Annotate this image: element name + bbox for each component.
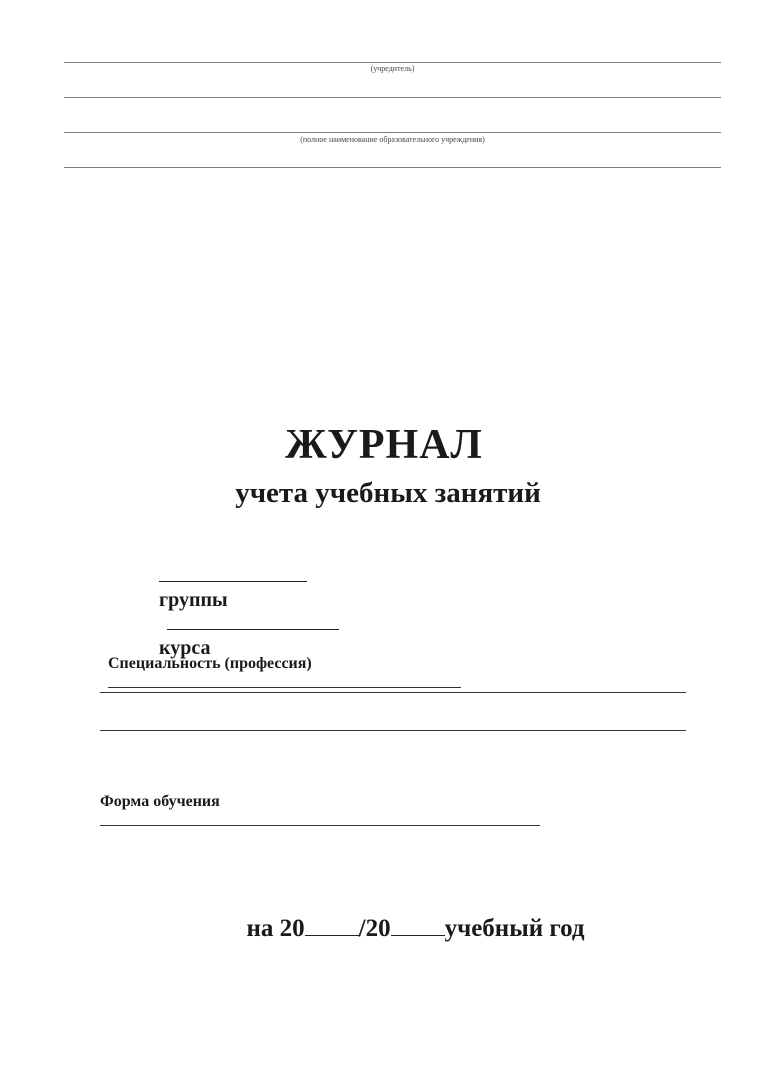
year-suffix: учебный год [444,915,585,942]
header-line-2[interactable] [64,97,721,98]
group-label: группы [159,589,228,611]
institution-caption: (полное наименование образовательного учреждения) [300,135,485,144]
group-input[interactable] [159,567,307,582]
specialty-continuation-2[interactable] [100,714,686,731]
document-title: ЖУРНАЛ [285,422,483,468]
study-form-line [92,772,540,832]
specialty-continuation-1[interactable] [100,676,686,693]
year-start-input[interactable] [305,915,359,936]
course-label: курса [159,637,211,659]
course-input[interactable] [167,615,339,630]
academic-year-line [234,884,585,944]
specialty-label: Специальность (профессия) [108,655,312,672]
study-form-input[interactable] [100,813,540,826]
year-separator: /20 [358,915,391,942]
year-end-input[interactable] [391,915,445,936]
study-form-label: Форма обучения [100,793,220,810]
founder-caption: (учредитель) [370,64,415,73]
document-subtitle: учета учебных занятий [235,477,541,509]
institution-line[interactable] [64,132,721,133]
header-line-4[interactable] [64,167,721,168]
founder-line[interactable] [64,62,721,63]
year-prefix: на 20 [246,915,305,942]
